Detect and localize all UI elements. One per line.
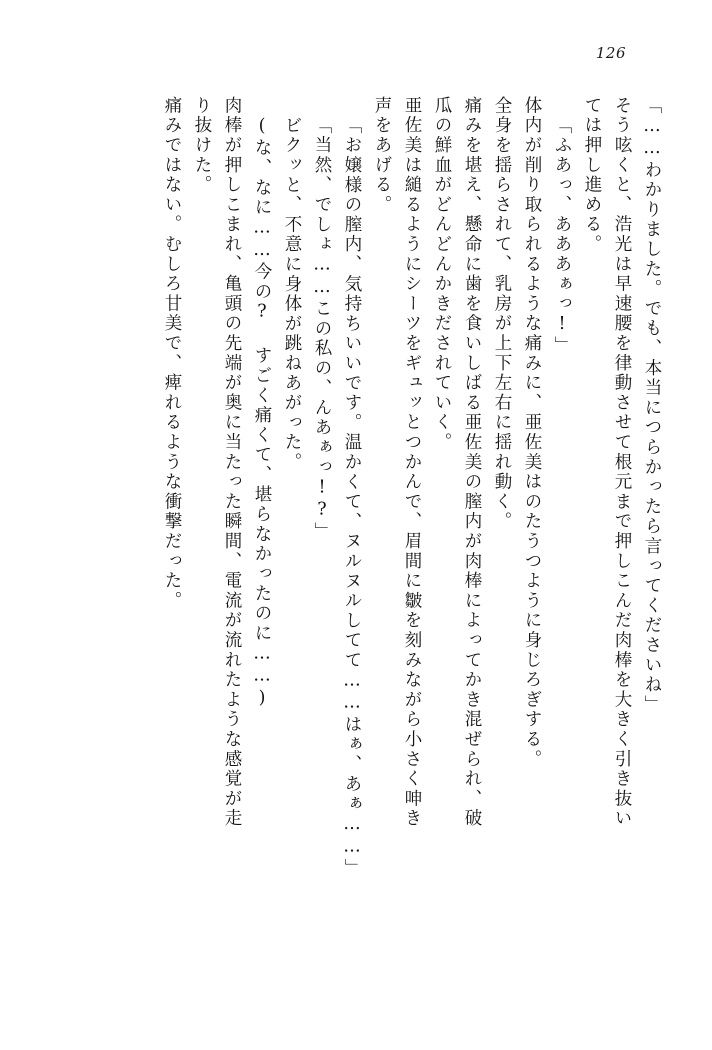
- text-line: ては押し進める。: [582, 96, 602, 255]
- text-line: 瓜の鮮血がどんどんかきだされていく。: [432, 96, 452, 453]
- text-line: 体内が削り取られるような痛みに、亜佐美はのたうつように身じろぎする。: [522, 96, 542, 770]
- text-line: 全身を揺らされて、乳房が上下左右に揺れ動く。: [492, 96, 512, 532]
- text-line: 痛みを堪え、懸命に歯を食いしばる亜佐美の膣内が肉棒によってかき混ぜられ、破: [462, 96, 482, 829]
- text-line: 「ふあっ、あああぁっ!」: [552, 116, 572, 357]
- text-line: 肉棒が押しこまれ、亀頭の先端が奥に当たった瞬間、電流が流れたような感覚が走: [222, 96, 242, 829]
- text-line: そう呟くと、浩光は早速腰を律動させて根元まで押しこんだ肉棒を大きく引き抜い: [612, 96, 632, 829]
- vertical-text-body: [52, 96, 660, 936]
- text-line: 「お嬢様の膣内、気持ちいいです。温かくて、ヌルヌルしてて……はぁ、あぁ……」: [342, 116, 362, 879]
- text-line: ビクッと、不意に身体が跳ねあがった。: [282, 116, 302, 473]
- text-line: り抜けた。: [192, 96, 212, 195]
- text-line: 「当然、でしょ……この私の、んあぁっ!?」: [312, 116, 332, 542]
- text-line: 声をあげる。: [372, 96, 392, 215]
- text-line: (な、なに……今の? すごく痛くて、堪らなかったのに……): [252, 116, 272, 711]
- text-line: 亜佐美は縋るようにシーツをギュッとつかんで、眉間に皺を刻みながら小さく呻き: [402, 96, 422, 829]
- page-number: 126: [595, 44, 626, 62]
- text-line: 「……わかりました。でも、本当につらかったら言ってくださいね」: [642, 96, 662, 715]
- text-line: 痛みではない。むしろ甘美で、痺れるような衝撃だった。: [162, 96, 182, 611]
